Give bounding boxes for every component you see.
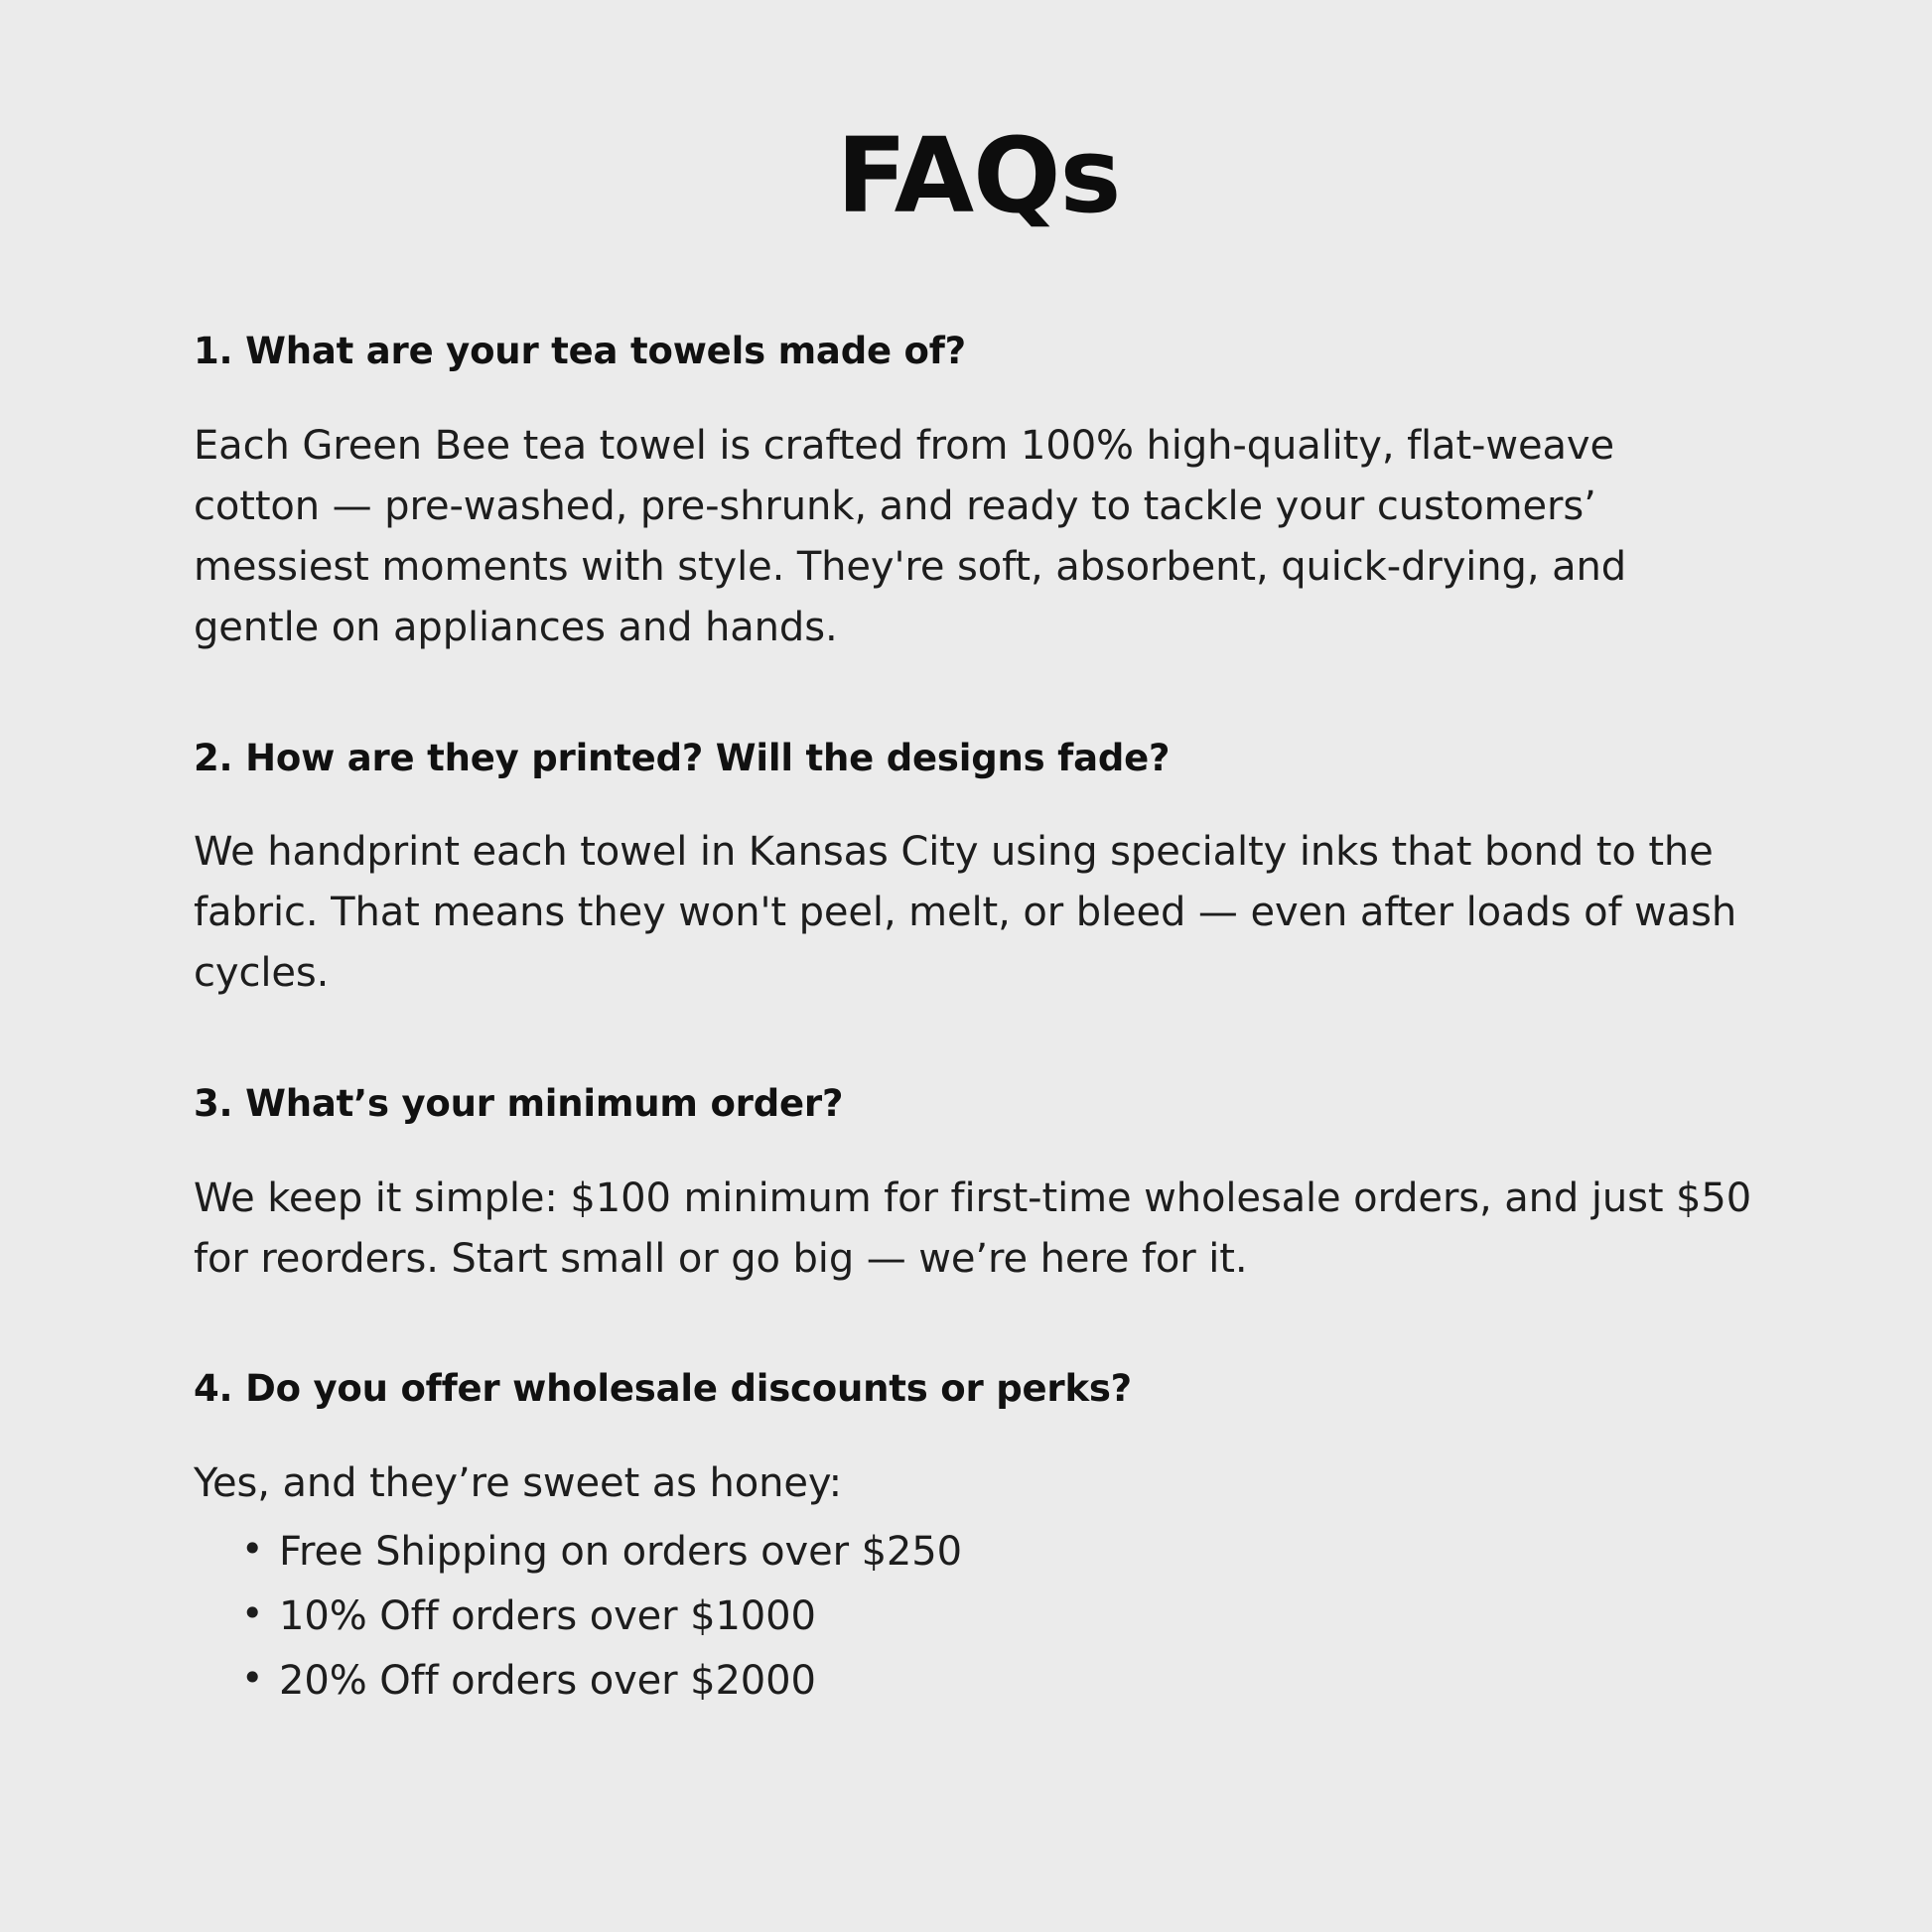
faq-answer: Each Green Bee tea towel is crafted from 100% high-quality, flat-weave cotton — pre-washed, pre-shrunk, and ready to tackle your customers’ messiest moments with style. They're soft, absorbent, quick-drying, and gentle on appliances and hands. bbox=[194, 423, 1627, 650]
faq-question: 3. What’s your minimum order? bbox=[194, 1081, 844, 1125]
faq-answer: Yes, and they’re sweet as honey: bbox=[194, 1460, 842, 1507]
faq-item-3 bbox=[194, 1079, 1763, 1290]
list-item: • 10% Off orders over $1000 bbox=[279, 1585, 1763, 1649]
faq-question: 1. What are your tea towels made of? bbox=[194, 330, 966, 373]
faq-item-2 bbox=[194, 734, 1763, 1004]
page-title: FAQs bbox=[836, 115, 1121, 236]
perks-list bbox=[194, 1520, 1763, 1713]
faq-list bbox=[194, 327, 1763, 1713]
faq-answer: We handprint each towel in Kansas City using specialty inks that bond to the fabric. That means they won't peel, melt, or bleed — even after loads of wash cycles. bbox=[194, 829, 1737, 997]
faq-item-4 bbox=[194, 1364, 1763, 1713]
faq-question: 2. How are they printed? Will the designs fade? bbox=[194, 736, 1171, 779]
list-item: • 20% Off orders over $2000 bbox=[279, 1649, 1763, 1714]
faq-question: 4. Do you offer wholesale discounts or perks? bbox=[194, 1367, 1132, 1411]
faq-answer: We keep it simple: $100 minimum for first-time wholesale orders, and just $50 for reorders. Start small or go big — we’re here for it. bbox=[194, 1174, 1752, 1282]
list-item: • Free Shipping on orders over $250 bbox=[279, 1520, 1763, 1585]
faq-item-1 bbox=[194, 327, 1763, 657]
